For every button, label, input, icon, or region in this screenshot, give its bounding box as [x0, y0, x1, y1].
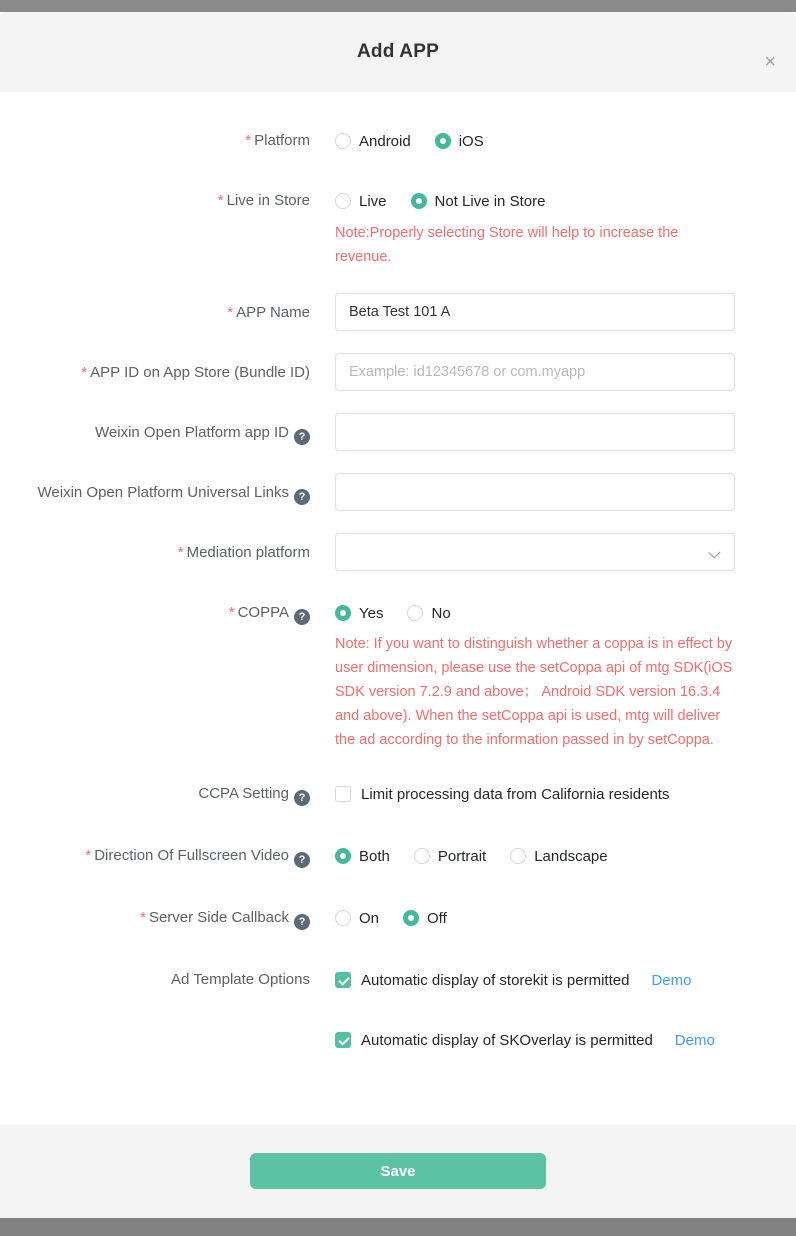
required-asterisk: *	[85, 847, 92, 864]
ad-template-label: Ad Template Options	[171, 971, 310, 988]
radio-option-ios[interactable]: iOS	[435, 133, 484, 150]
platform-label: * Platform	[245, 132, 310, 149]
form-row-direction	[0, 846, 796, 868]
radio-off-selected[interactable]	[403, 910, 419, 926]
required-asterisk: *	[81, 364, 88, 381]
radio-on-unselected[interactable]	[335, 910, 351, 926]
required-asterisk: *	[177, 544, 184, 561]
ccpa-checkbox-row	[335, 784, 735, 804]
skoverlay-demo-link[interactable]: Demo	[674, 1031, 715, 1049]
radio-option-both[interactable]: Both	[335, 848, 390, 865]
form-row-ad-template	[0, 970, 796, 1050]
app-name-label: * APP Name	[227, 304, 310, 321]
skoverlay-checkbox-row	[335, 1030, 735, 1050]
required-asterisk: *	[227, 304, 234, 321]
add-app-dialog	[0, 12, 796, 1218]
mediation-platform-select[interactable]	[335, 533, 735, 571]
radio-option-coppa-yes[interactable]: Yes	[335, 605, 383, 622]
direction-label: * Direction Of Fullscreen Video ?	[0, 846, 310, 868]
form-row-coppa	[0, 603, 796, 752]
dialog-header	[0, 12, 796, 92]
skoverlay-checkbox-label[interactable]: Automatic display of SKOverlay is permitted	[361, 1031, 653, 1049]
ccpa-label: CCPA Setting ?	[0, 784, 310, 806]
form-row-weixin-app-id	[0, 413, 796, 451]
radio-coppa-no-unselected[interactable]	[407, 605, 423, 621]
required-asterisk: *	[228, 604, 235, 621]
storekit-checkbox-row	[335, 970, 735, 990]
required-asterisk: *	[245, 132, 252, 149]
radio-option-portrait[interactable]: Portrait	[414, 848, 486, 865]
required-asterisk: *	[217, 192, 224, 209]
form-row-live-in-store	[0, 191, 796, 269]
radio-option-landscape[interactable]: Landscape	[510, 848, 607, 865]
page-background-bottom	[0, 1218, 796, 1236]
app-id-label: * APP ID on App Store (Bundle ID)	[81, 364, 310, 381]
skoverlay-checkbox-checked[interactable]	[335, 1032, 351, 1048]
form-row-weixin-universal-links	[0, 473, 796, 511]
direction-radio-group	[335, 846, 735, 866]
page-background-top	[0, 0, 796, 12]
close-icon[interactable]: ×	[764, 51, 776, 73]
form-row-ccpa	[0, 784, 796, 806]
help-icon[interactable]: ?	[294, 852, 310, 868]
radio-option-not-live[interactable]: Not Live in Store	[411, 193, 546, 210]
radio-option-on[interactable]: On	[335, 910, 379, 927]
form-row-mediation-platform	[0, 533, 796, 571]
help-icon[interactable]: ?	[294, 429, 310, 445]
radio-not-live-selected[interactable]	[411, 193, 427, 209]
live-in-store-label: * Live in Store	[217, 192, 310, 209]
dialog-title: Add APP	[357, 41, 439, 62]
required-asterisk: *	[140, 909, 146, 926]
radio-option-live[interactable]: Live	[335, 193, 387, 210]
form-row-app-id	[0, 353, 796, 391]
coppa-label: * COPPA ?	[0, 603, 310, 625]
radio-ios-selected[interactable]	[435, 133, 451, 149]
chevron-down-icon	[708, 546, 720, 558]
radio-portrait-unselected[interactable]	[414, 848, 430, 864]
coppa-radio-group	[335, 603, 735, 623]
ccpa-checkbox-label[interactable]: Limit processing data from California residents	[361, 785, 670, 803]
radio-option-off[interactable]: Off	[403, 910, 447, 927]
help-icon[interactable]: ?	[294, 914, 310, 930]
server-callback-radio-group	[335, 908, 735, 928]
weixin-universal-links-label: Weixin Open Platform Universal Links ?	[0, 473, 310, 505]
weixin-app-id-label: Weixin Open Platform app ID ?	[0, 413, 310, 445]
app-id-input[interactable]	[335, 353, 735, 391]
dialog-body	[0, 92, 796, 1125]
storekit-checkbox-checked[interactable]	[335, 972, 351, 988]
app-name-input[interactable]	[335, 293, 735, 331]
form-row-app-name	[0, 293, 796, 331]
form-row-platform	[0, 131, 796, 151]
ccpa-checkbox-unchecked[interactable]	[335, 786, 351, 802]
server-callback-label: * Server Side Callback ?	[0, 908, 310, 930]
dialog-footer	[0, 1125, 796, 1218]
radio-both-selected[interactable]	[335, 848, 351, 864]
platform-radio-group	[335, 131, 735, 151]
form-row-server-callback	[0, 908, 796, 930]
save-button[interactable]: Save	[250, 1153, 546, 1189]
radio-live-unselected[interactable]	[335, 193, 351, 209]
live-in-store-radio-group	[335, 191, 735, 211]
mediation-platform-label: * Mediation platform	[177, 544, 310, 561]
radio-option-coppa-no[interactable]: No	[407, 605, 450, 622]
radio-android-unselected[interactable]	[335, 133, 351, 149]
weixin-app-id-input[interactable]	[335, 413, 735, 451]
weixin-universal-links-input[interactable]	[335, 473, 735, 511]
radio-coppa-yes-selected[interactable]	[335, 605, 351, 621]
help-icon[interactable]: ?	[294, 609, 310, 625]
storekit-demo-link[interactable]: Demo	[651, 971, 692, 989]
help-icon[interactable]: ?	[294, 790, 310, 806]
help-icon[interactable]: ?	[294, 489, 310, 505]
coppa-note: Note: If you want to distinguish whether a coppa is in effect by user dimension, please use the setCoppa api of mtg SDK(iOS SDK version 7.2.9 and above； Android SDK version 16.3.4 and above). When the setCoppa api is used, mtg will deliver the ad according to the information passed in by setCoppa.	[335, 636, 733, 748]
storekit-checkbox-label[interactable]: Automatic display of storekit is permitted	[361, 971, 630, 989]
radio-option-android[interactable]: Android	[335, 133, 411, 150]
live-in-store-note: Note:Properly selecting Store will help to increase the revenue.	[335, 225, 679, 265]
radio-landscape-unselected[interactable]	[510, 848, 526, 864]
